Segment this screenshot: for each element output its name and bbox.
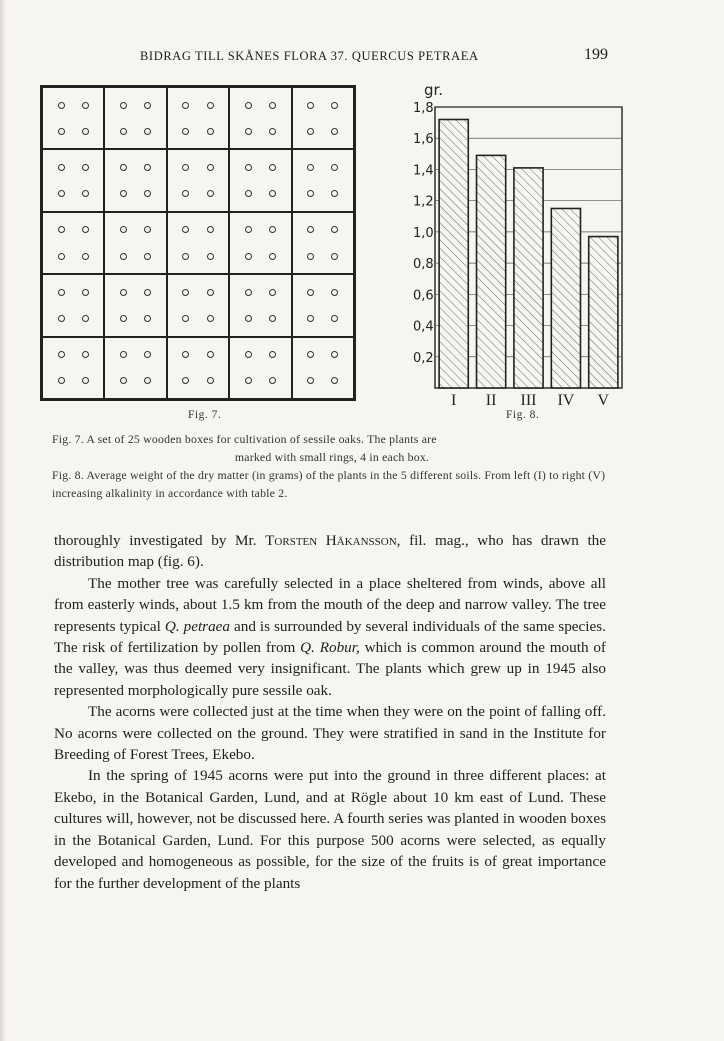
- plant-ring-icon: [182, 315, 189, 322]
- plant-ring-icon: [144, 164, 151, 171]
- x-tick-label: V: [597, 392, 610, 408]
- y-tick-label: 1,6: [413, 132, 434, 148]
- plant-ring-icon: [245, 128, 252, 135]
- plant-ring-icon: [307, 377, 314, 384]
- plant-ring-icon: [207, 289, 214, 296]
- plant-ring-icon: [207, 351, 214, 358]
- y-tick-label: 0,6: [413, 288, 434, 304]
- bar-IV: [551, 208, 580, 388]
- plant-ring-icon: [331, 226, 338, 233]
- plant-ring-icon: [120, 377, 127, 384]
- plant-ring-icon: [245, 190, 252, 197]
- y-tick-label: 1,0: [413, 225, 434, 241]
- plant-ring-icon: [207, 377, 214, 384]
- p1-text-b: , fil. mag., who has drawn the distribution map (fig. 6).: [54, 532, 606, 571]
- plant-ring-icon: [182, 351, 189, 358]
- wooden-box: [42, 149, 104, 211]
- plant-ring-icon: [207, 128, 214, 135]
- plant-ring-icon: [331, 102, 338, 109]
- plant-ring-icon: [120, 128, 127, 135]
- plant-ring-icon: [331, 128, 338, 135]
- plant-ring-icon: [58, 190, 65, 197]
- fig7-label: Fig. 7.: [188, 409, 222, 421]
- plant-ring-icon: [307, 253, 314, 260]
- plant-ring-icon: [58, 226, 65, 233]
- page-number: 199: [584, 46, 608, 63]
- plant-ring-icon: [120, 351, 127, 358]
- wooden-box: [104, 212, 166, 274]
- plant-ring-icon: [182, 289, 189, 296]
- fig8-chart-svg: [405, 78, 630, 408]
- plant-ring-icon: [182, 128, 189, 135]
- plant-ring-icon: [245, 351, 252, 358]
- plant-ring-icon: [331, 377, 338, 384]
- wooden-box: [167, 87, 229, 149]
- plant-ring-icon: [144, 289, 151, 296]
- plant-ring-icon: [207, 102, 214, 109]
- plant-ring-icon: [144, 190, 151, 197]
- plant-ring-icon: [182, 226, 189, 233]
- wooden-box: [292, 149, 354, 211]
- body-text: [54, 530, 606, 894]
- plant-ring-icon: [120, 190, 127, 197]
- plant-ring-icon: [245, 315, 252, 322]
- y-tick-label: 0,8: [413, 257, 434, 273]
- plant-ring-icon: [82, 226, 89, 233]
- paragraph-4: In the spring of 1945 acorns were put into the ground in three different places: at Ekebo, in the Botanical Garden, Lund, and at Rögle about 10 km east of Lund. These cultures will, however, not be discussed here. A fourth series was planted in wooden boxes in the Botanical Garden, Lund. For this purpose 500 acorns were selected, as equally developed and homogeneous as possible, for the size of the fruits is of great importance for the further development of the plants: [54, 767, 606, 892]
- plant-ring-icon: [144, 351, 151, 358]
- plant-ring-icon: [207, 253, 214, 260]
- plant-ring-icon: [269, 164, 276, 171]
- wooden-box: [167, 337, 229, 399]
- running-head-title: BIDRAG TILL SKÅNES FLORA 37. QUERCUS PETRAEA: [140, 49, 479, 63]
- plant-ring-icon: [307, 289, 314, 296]
- plant-ring-icon: [182, 377, 189, 384]
- plant-ring-icon: [245, 226, 252, 233]
- plant-ring-icon: [144, 128, 151, 135]
- plant-ring-icon: [58, 289, 65, 296]
- plant-ring-icon: [245, 253, 252, 260]
- plant-ring-icon: [245, 289, 252, 296]
- bar-I: [439, 119, 468, 388]
- plant-ring-icon: [269, 351, 276, 358]
- plant-ring-icon: [269, 190, 276, 197]
- plant-ring-icon: [120, 253, 127, 260]
- wooden-box: [167, 212, 229, 274]
- fig8-label: Fig. 8.: [506, 409, 540, 421]
- plant-ring-icon: [82, 190, 89, 197]
- plant-ring-icon: [144, 226, 151, 233]
- wooden-box: [42, 212, 104, 274]
- plant-ring-icon: [58, 164, 65, 171]
- fig7-caption: [52, 430, 612, 466]
- plant-ring-icon: [207, 226, 214, 233]
- plant-ring-icon: [307, 226, 314, 233]
- x-tick-label: IV: [557, 392, 575, 408]
- wooden-box: [229, 212, 291, 274]
- paragraph-3: The acorns were collected just at the time when they were on the point of falling off. No acorns were collected on the ground. They were stratified in sand in the Institute for Breeding of Forest Trees, Ekebo.: [54, 703, 606, 764]
- plant-ring-icon: [120, 226, 127, 233]
- bar-II: [477, 155, 506, 388]
- y-tick-label: 1,2: [413, 194, 434, 210]
- plant-ring-icon: [245, 377, 252, 384]
- plant-ring-icon: [307, 315, 314, 322]
- plant-ring-icon: [269, 128, 276, 135]
- running-head: [50, 46, 612, 68]
- p1-text-a: thoroughly investigated by Mr.: [54, 532, 266, 549]
- plant-ring-icon: [82, 377, 89, 384]
- wooden-box: [229, 149, 291, 211]
- p2-text-b: and is surrounded by several individuals of the same species. The risk of fertilization by pollen from: [54, 617, 606, 657]
- plant-ring-icon: [269, 289, 276, 296]
- wooden-box: [104, 337, 166, 399]
- plant-ring-icon: [82, 351, 89, 358]
- plant-ring-icon: [82, 289, 89, 296]
- plant-ring-icon: [331, 289, 338, 296]
- plant-ring-icon: [207, 315, 214, 322]
- fig7-caption-line1: Fig. 7. A set of 25 wooden boxes for cultivation of sessile oaks. The plants are: [52, 432, 437, 446]
- plant-ring-icon: [58, 351, 65, 358]
- wooden-box: [292, 274, 354, 336]
- plant-ring-icon: [120, 289, 127, 296]
- wooden-box: [42, 337, 104, 399]
- plant-ring-icon: [182, 253, 189, 260]
- plant-ring-icon: [120, 164, 127, 171]
- wooden-box: [42, 87, 104, 149]
- wooden-box: [104, 149, 166, 211]
- plant-ring-icon: [331, 315, 338, 322]
- plant-ring-icon: [58, 128, 65, 135]
- plant-ring-icon: [269, 102, 276, 109]
- plant-ring-icon: [82, 128, 89, 135]
- plant-ring-icon: [58, 253, 65, 260]
- person-name: Torsten Håkansson: [265, 532, 397, 549]
- plant-ring-icon: [269, 253, 276, 260]
- plant-ring-icon: [58, 315, 65, 322]
- plant-ring-icon: [245, 102, 252, 109]
- plant-ring-icon: [307, 190, 314, 197]
- x-tick-label: I: [451, 392, 457, 408]
- fig8-caption: [52, 466, 612, 502]
- wooden-box: [42, 274, 104, 336]
- p2-text-a: The mother tree was carefully selected in a place sheltered from winds, above all from easterly winds, about 1.5 km from the mouth of the deep and narrow valley. The tree represents typical: [54, 574, 606, 635]
- plant-ring-icon: [182, 190, 189, 197]
- plant-ring-icon: [307, 102, 314, 109]
- plant-ring-icon: [331, 190, 338, 197]
- plant-ring-icon: [245, 164, 252, 171]
- plant-ring-icon: [120, 315, 127, 322]
- species-q-petraea: Q. petraea: [164, 617, 230, 635]
- wooden-box: [229, 274, 291, 336]
- wooden-box: [167, 149, 229, 211]
- plant-ring-icon: [331, 253, 338, 260]
- plant-ring-icon: [144, 315, 151, 322]
- plant-ring-icon: [207, 164, 214, 171]
- wooden-box: [292, 212, 354, 274]
- fig7-wooden-boxes-grid: [40, 85, 356, 401]
- species-q-robur: Q. Robur,: [300, 639, 360, 657]
- fig8-caption-line2: soils. From left (I) to right (V) increasing alkalinity in accordance with table 2.: [52, 468, 606, 500]
- plant-ring-icon: [58, 377, 65, 384]
- wooden-box: [167, 274, 229, 336]
- x-tick-label: II: [485, 392, 497, 408]
- y-axis-unit-label: gr.: [424, 81, 444, 99]
- p2-text-c: which is common around the mouth of the valley, was thus deemed very insignificant. The plants which grew up in 1945 also represented morphologically pure sessile oak.: [54, 639, 606, 699]
- plant-ring-icon: [331, 351, 338, 358]
- plant-ring-icon: [144, 102, 151, 109]
- paragraph-1: [54, 530, 606, 573]
- page-edge-shadow: [0, 0, 6, 1041]
- wooden-box: [104, 87, 166, 149]
- y-tick-label: 1,4: [413, 163, 434, 179]
- plant-ring-icon: [144, 377, 151, 384]
- plant-ring-icon: [182, 102, 189, 109]
- plant-ring-icon: [307, 128, 314, 135]
- plant-ring-icon: [331, 164, 338, 171]
- x-tick-label: III: [520, 392, 537, 408]
- y-tick-label: 0,2: [413, 350, 434, 366]
- wooden-box: [229, 337, 291, 399]
- plant-ring-icon: [307, 351, 314, 358]
- bar-III: [514, 168, 543, 388]
- plant-ring-icon: [58, 102, 65, 109]
- bar-V: [589, 237, 618, 388]
- wooden-box: [229, 87, 291, 149]
- wooden-box: [104, 274, 166, 336]
- plant-ring-icon: [144, 253, 151, 260]
- plant-ring-icon: [182, 164, 189, 171]
- plant-ring-icon: [120, 102, 127, 109]
- plant-ring-icon: [82, 102, 89, 109]
- fig7-caption-line2: marked with small rings, 4 in each box.: [234, 450, 430, 464]
- wooden-box: [292, 337, 354, 399]
- plant-ring-icon: [269, 315, 276, 322]
- plant-ring-icon: [269, 377, 276, 384]
- plant-ring-icon: [82, 315, 89, 322]
- y-tick-label: 1,8: [413, 101, 434, 116]
- wooden-box: [292, 87, 354, 149]
- fig8-bar-chart: [405, 78, 630, 408]
- plant-ring-icon: [207, 190, 214, 197]
- plant-ring-icon: [269, 226, 276, 233]
- plant-ring-icon: [307, 164, 314, 171]
- plant-ring-icon: [82, 253, 89, 260]
- y-tick-label: 0,4: [413, 319, 434, 335]
- paragraph-2: [54, 573, 606, 701]
- fig8-caption-line1: Fig. 8. Average weight of the dry matter (in grams) of the plants in the 5 different: [52, 468, 453, 482]
- plant-ring-icon: [82, 164, 89, 171]
